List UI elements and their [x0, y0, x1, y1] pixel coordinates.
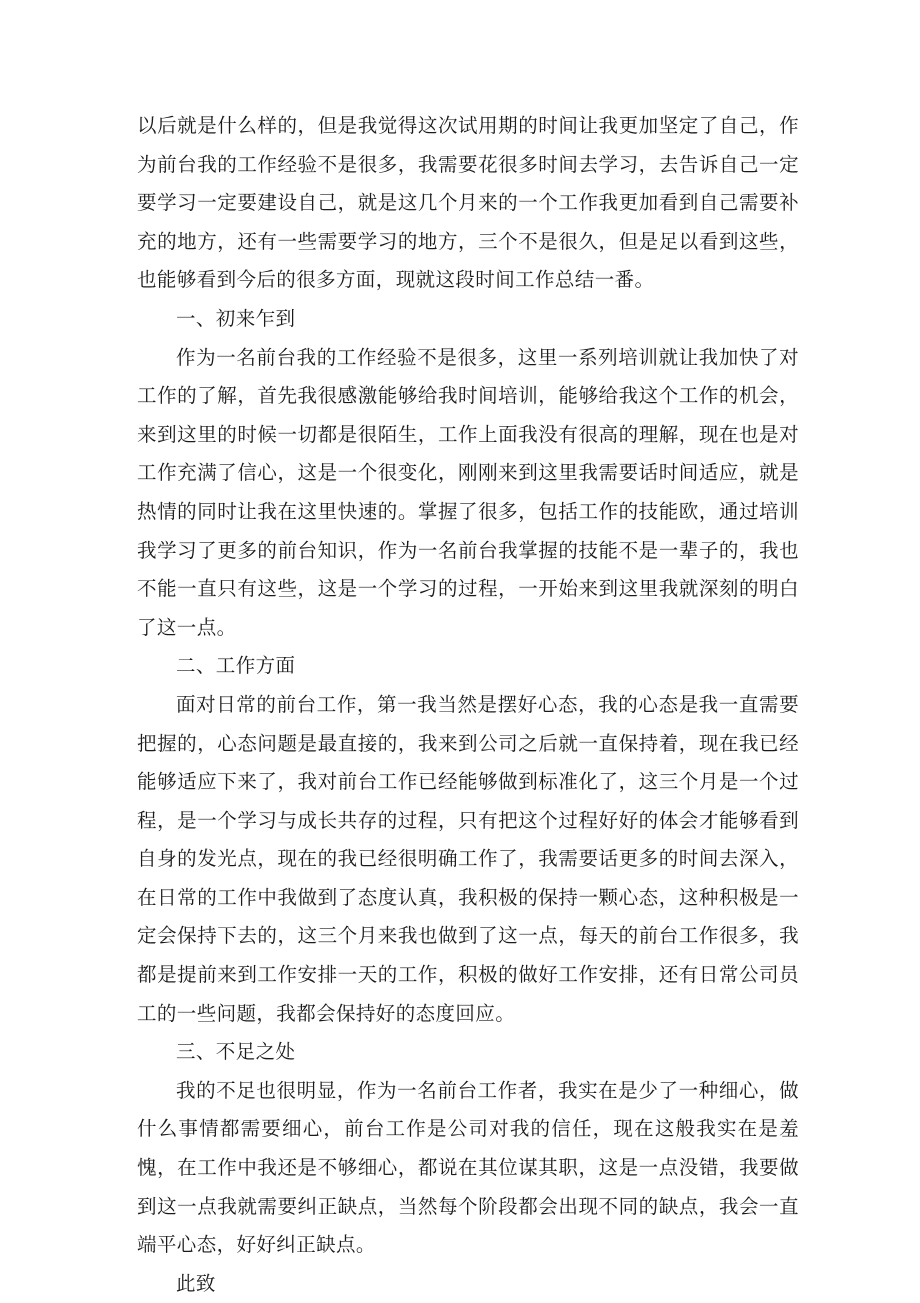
section-heading-shortcomings: 三、不足之处 [176, 1040, 296, 1064]
document-body [137, 107, 799, 1303]
section-body-shortcomings: 我的不足也很明显，作为一名前台工作者，我实在是少了一种细心，做什么事情都需要细心，前台工作是公司对我的信任，现在这般我实在是羞愧，在工作中我还是不够细心，都说在其位谋其职，这是一点没错，我要做到这一点我就需要纠正缺点，当然每个阶段都会出现不同的缺点，我会一直端平心态，好好纠正缺点。 [137, 1078, 799, 1257]
section-heading-first-arrival: 一、初来乍到 [176, 306, 296, 330]
section-body-work: 面对日常的前台工作，第一我当然是摆好心态，我的心态是我一直需要把握的，心态问题是最直接的，我来到公司之后就一直保持着，现在我已经能够适应下来了，我对前台工作已经能够做到标准化了，这三个月是一个过程，是一个学习与成长共存的过程，只有把这个过程好好的体会才能够看到自身的发光点，现在的我已经很明确工作了，我需要话更多的时间去深入，在日常的工作中我做到了态度认真，我积极的保持一颗心态，这种积极是一定会保持下去的，这三个月来我也做到了这一点，每天的前台工作很多，我都是提前来到工作安排一天的工作，积极的做好工作安排，还有日常公司员工的一些问题，我都会保持好的态度回应。 [137, 692, 799, 1025]
section-heading-work: 二、工作方面 [176, 654, 296, 678]
section-body-first-arrival: 作为一名前台我的工作经验不是很多，这里一系列培训就让我加快了对工作的了解，首先我很感激能够给我时间培训，能够给我这个工作的机会，来到这里的时候一切都是很陌生，工作上面我没有很高的理解，现在也是对工作充满了信心，这是一个很变化，刚刚来到这里我需要话时间适应，就是热情的同时让我在这里快速的。掌握了很多，包括工作的技能欧，通过培训我学习了更多的前台知识，作为一名前台我掌握的技能不是一辈子的，我也不能一直只有这些，这是一个学习的过程，一开始来到这里我就深刻的明白了这一点。 [137, 345, 799, 639]
closing-salutation: 此致 [176, 1271, 216, 1295]
intro-paragraph: 以后就是什么样的，但是我觉得这次试用期的时间让我更加坚定了自己，作为前台我的工作经验不是很多，我需要花很多时间去学习，去告诉自己一定要学习一定要建设自己，就是这几个月来的一个工作我更加看到自己需要补充的地方，还有一些需要学习的地方，三个不是很久，但是足以看到这些，也能够看到今后的很多方面，现就这段时间工作总结一番。 [137, 114, 799, 292]
